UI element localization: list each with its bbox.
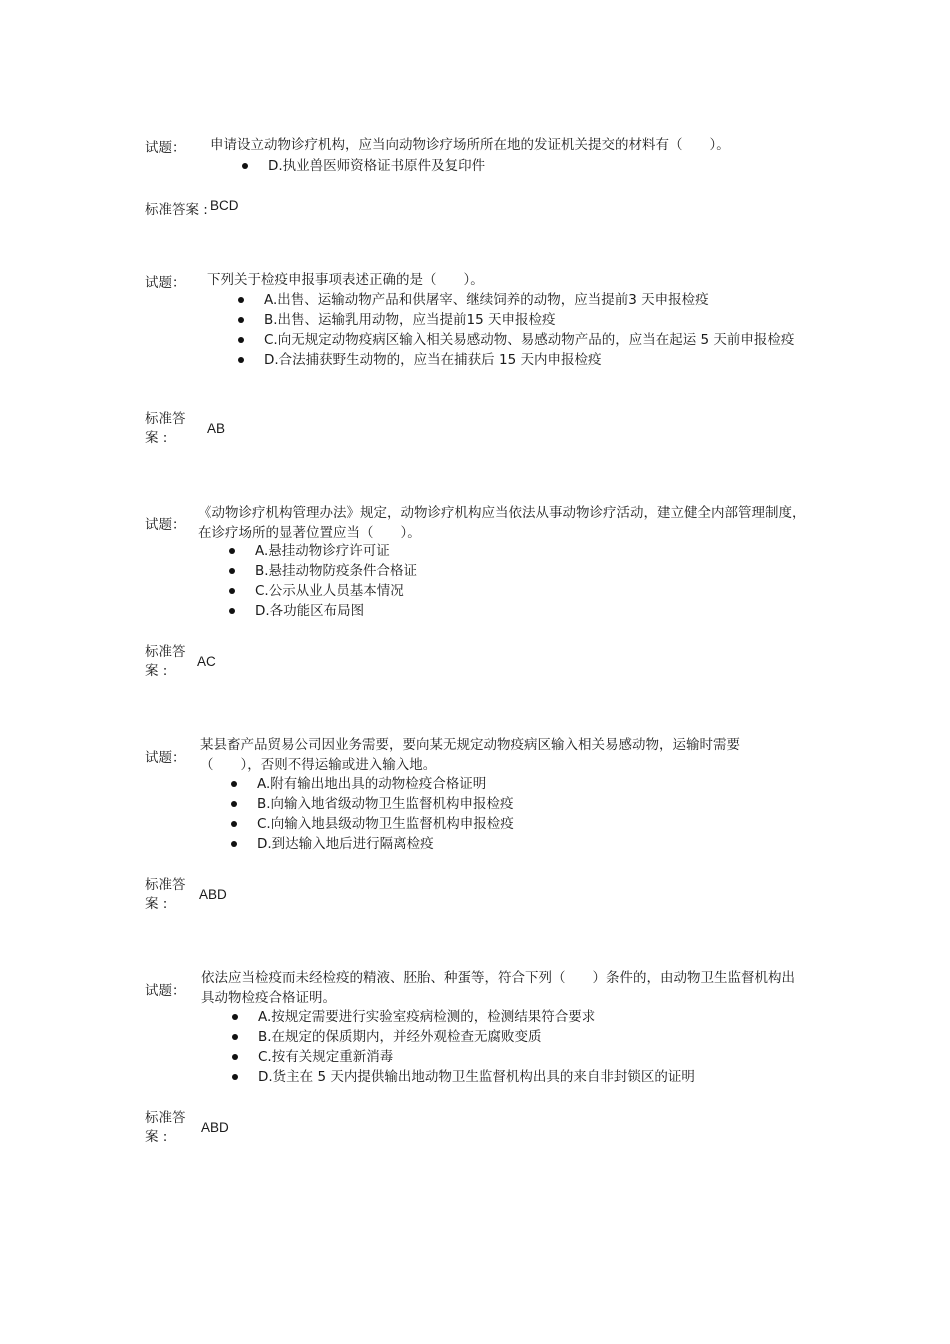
answer-value: BCD (210, 198, 239, 213)
option-item (264, 290, 804, 310)
option-item (258, 1067, 818, 1087)
bullet-icon (238, 297, 244, 303)
bullet-icon (238, 357, 244, 363)
option-text: A.按规定需要进行实验室疫病检测的，检测结果符合要求 (258, 1009, 596, 1025)
option-item (257, 774, 797, 794)
option-text: B.在规定的保质期内，并经外观检查无腐败变质 (258, 1029, 542, 1045)
option-list (258, 1007, 818, 1087)
question-stem: 某县畜产品贸易公司因业务需要，要向某无规定动物疫病区输入相关易感动物，运输时需要（ ），否则不得运输或进入输入地。 (200, 737, 740, 773)
question-stem: 《动物诊疗机构管理办法》规定，动物诊疗机构应当依法从事动物诊疗活动，建立健全内部管理制度，在诊疗场所的显著位置应当（ ）。 (198, 505, 806, 541)
bullet-icon (229, 608, 235, 614)
option-item (257, 834, 797, 854)
answer-value: AB (207, 421, 226, 436)
bullet-icon (232, 1054, 238, 1060)
bullet-icon (232, 1014, 238, 1020)
option-text: A.悬挂动物诊疗许可证 (255, 543, 390, 559)
bullet-icon (238, 337, 244, 343)
bullet-icon (231, 801, 237, 807)
bullet-icon (231, 841, 237, 847)
answer-value: ABD (199, 887, 227, 902)
question-label: 试题： (145, 983, 186, 999)
bullet-icon (229, 568, 235, 574)
question-label: 试题： (145, 275, 186, 291)
answer-value: AC (197, 654, 216, 669)
question-stem: 依法应当检疫而未经检疫的精液、胚胎、种蛋等，符合下列（ ）条件的，由动物卫生监督机构出具动物检疫合格证明。 (201, 970, 795, 1006)
answer-label: 标准答 案 : (145, 1110, 186, 1145)
answer-label: 标准答 案 : (145, 877, 186, 912)
option-text: D.执业兽医师资格证书原件及复印件 (268, 158, 486, 174)
option-item (264, 350, 804, 370)
question-stem: 申请设立动物诊疗机构，应当向动物诊疗场所所在地的发证机关提交的材料有（ ）。 (210, 137, 730, 153)
option-text: C.向无规定动物疫病区输入相关易感动物、易感动物产品的，应当在起运 5 天前申报检疫 (264, 332, 795, 348)
option-item (258, 1047, 818, 1067)
option-item (258, 1007, 818, 1027)
option-text: B.悬挂动物防疫条件合格证 (255, 563, 418, 579)
question-stem: 下列关于检疫申报事项表述正确的是（ ）。 (207, 272, 484, 288)
answer-label: 标准答 案 : (145, 411, 186, 446)
option-text: D.合法捕获野生动物的，应当在捕获后 15 天内申报检疫 (264, 352, 602, 368)
question-label: 试题： (145, 750, 186, 766)
option-item (255, 541, 795, 561)
option-text: D.各功能区布局图 (255, 603, 365, 619)
answer-label: 标准答 案 : (145, 644, 186, 679)
option-list (255, 541, 795, 621)
bullet-icon (232, 1074, 238, 1080)
option-list (264, 290, 804, 370)
option-item (264, 330, 804, 350)
option-text: B.向输入地省级动物卫生监督机构申报检疫 (257, 796, 514, 812)
question-label: 试题： (145, 140, 186, 156)
question-label: 试题： (145, 517, 186, 533)
option-item (255, 581, 795, 601)
bullet-icon (229, 588, 235, 594)
option-text: D.货主在 5 天内提供输出地动物卫生监督机构出具的来自非封锁区的证明 (258, 1069, 695, 1085)
bullet-icon (229, 548, 235, 554)
bullet-icon (238, 317, 244, 323)
option-text: C.向输入地县级动物卫生监督机构申报检疫 (257, 816, 514, 832)
bullet-icon (232, 1034, 238, 1040)
option-text: A.附有输出地出具的动物检疫合格证明 (257, 776, 487, 792)
option-item (257, 814, 797, 834)
option-item (255, 601, 795, 621)
option-list (268, 156, 808, 176)
bullet-icon (231, 821, 237, 827)
answer-label: 标准答案 : (145, 202, 208, 218)
option-text: C.公示从业人员基本情况 (255, 583, 404, 599)
option-item (255, 561, 795, 581)
option-item (268, 156, 808, 176)
option-text: C.按有关规定重新消毒 (258, 1049, 394, 1065)
option-text: D.到达输入地后进行隔离检疫 (257, 836, 434, 852)
option-list (257, 774, 797, 854)
option-item (258, 1027, 818, 1047)
option-item (257, 794, 797, 814)
bullet-icon (231, 781, 237, 787)
option-text: B.出售、运输乳用动物，应当提前15 天申报检疫 (264, 312, 556, 328)
answer-value: ABD (201, 1120, 229, 1135)
option-item (264, 310, 804, 330)
bullet-icon (242, 163, 248, 169)
option-text: A.出售、运输动物产品和供屠宰、继续饲养的动物，应当提前3 天申报检疫 (264, 292, 709, 308)
